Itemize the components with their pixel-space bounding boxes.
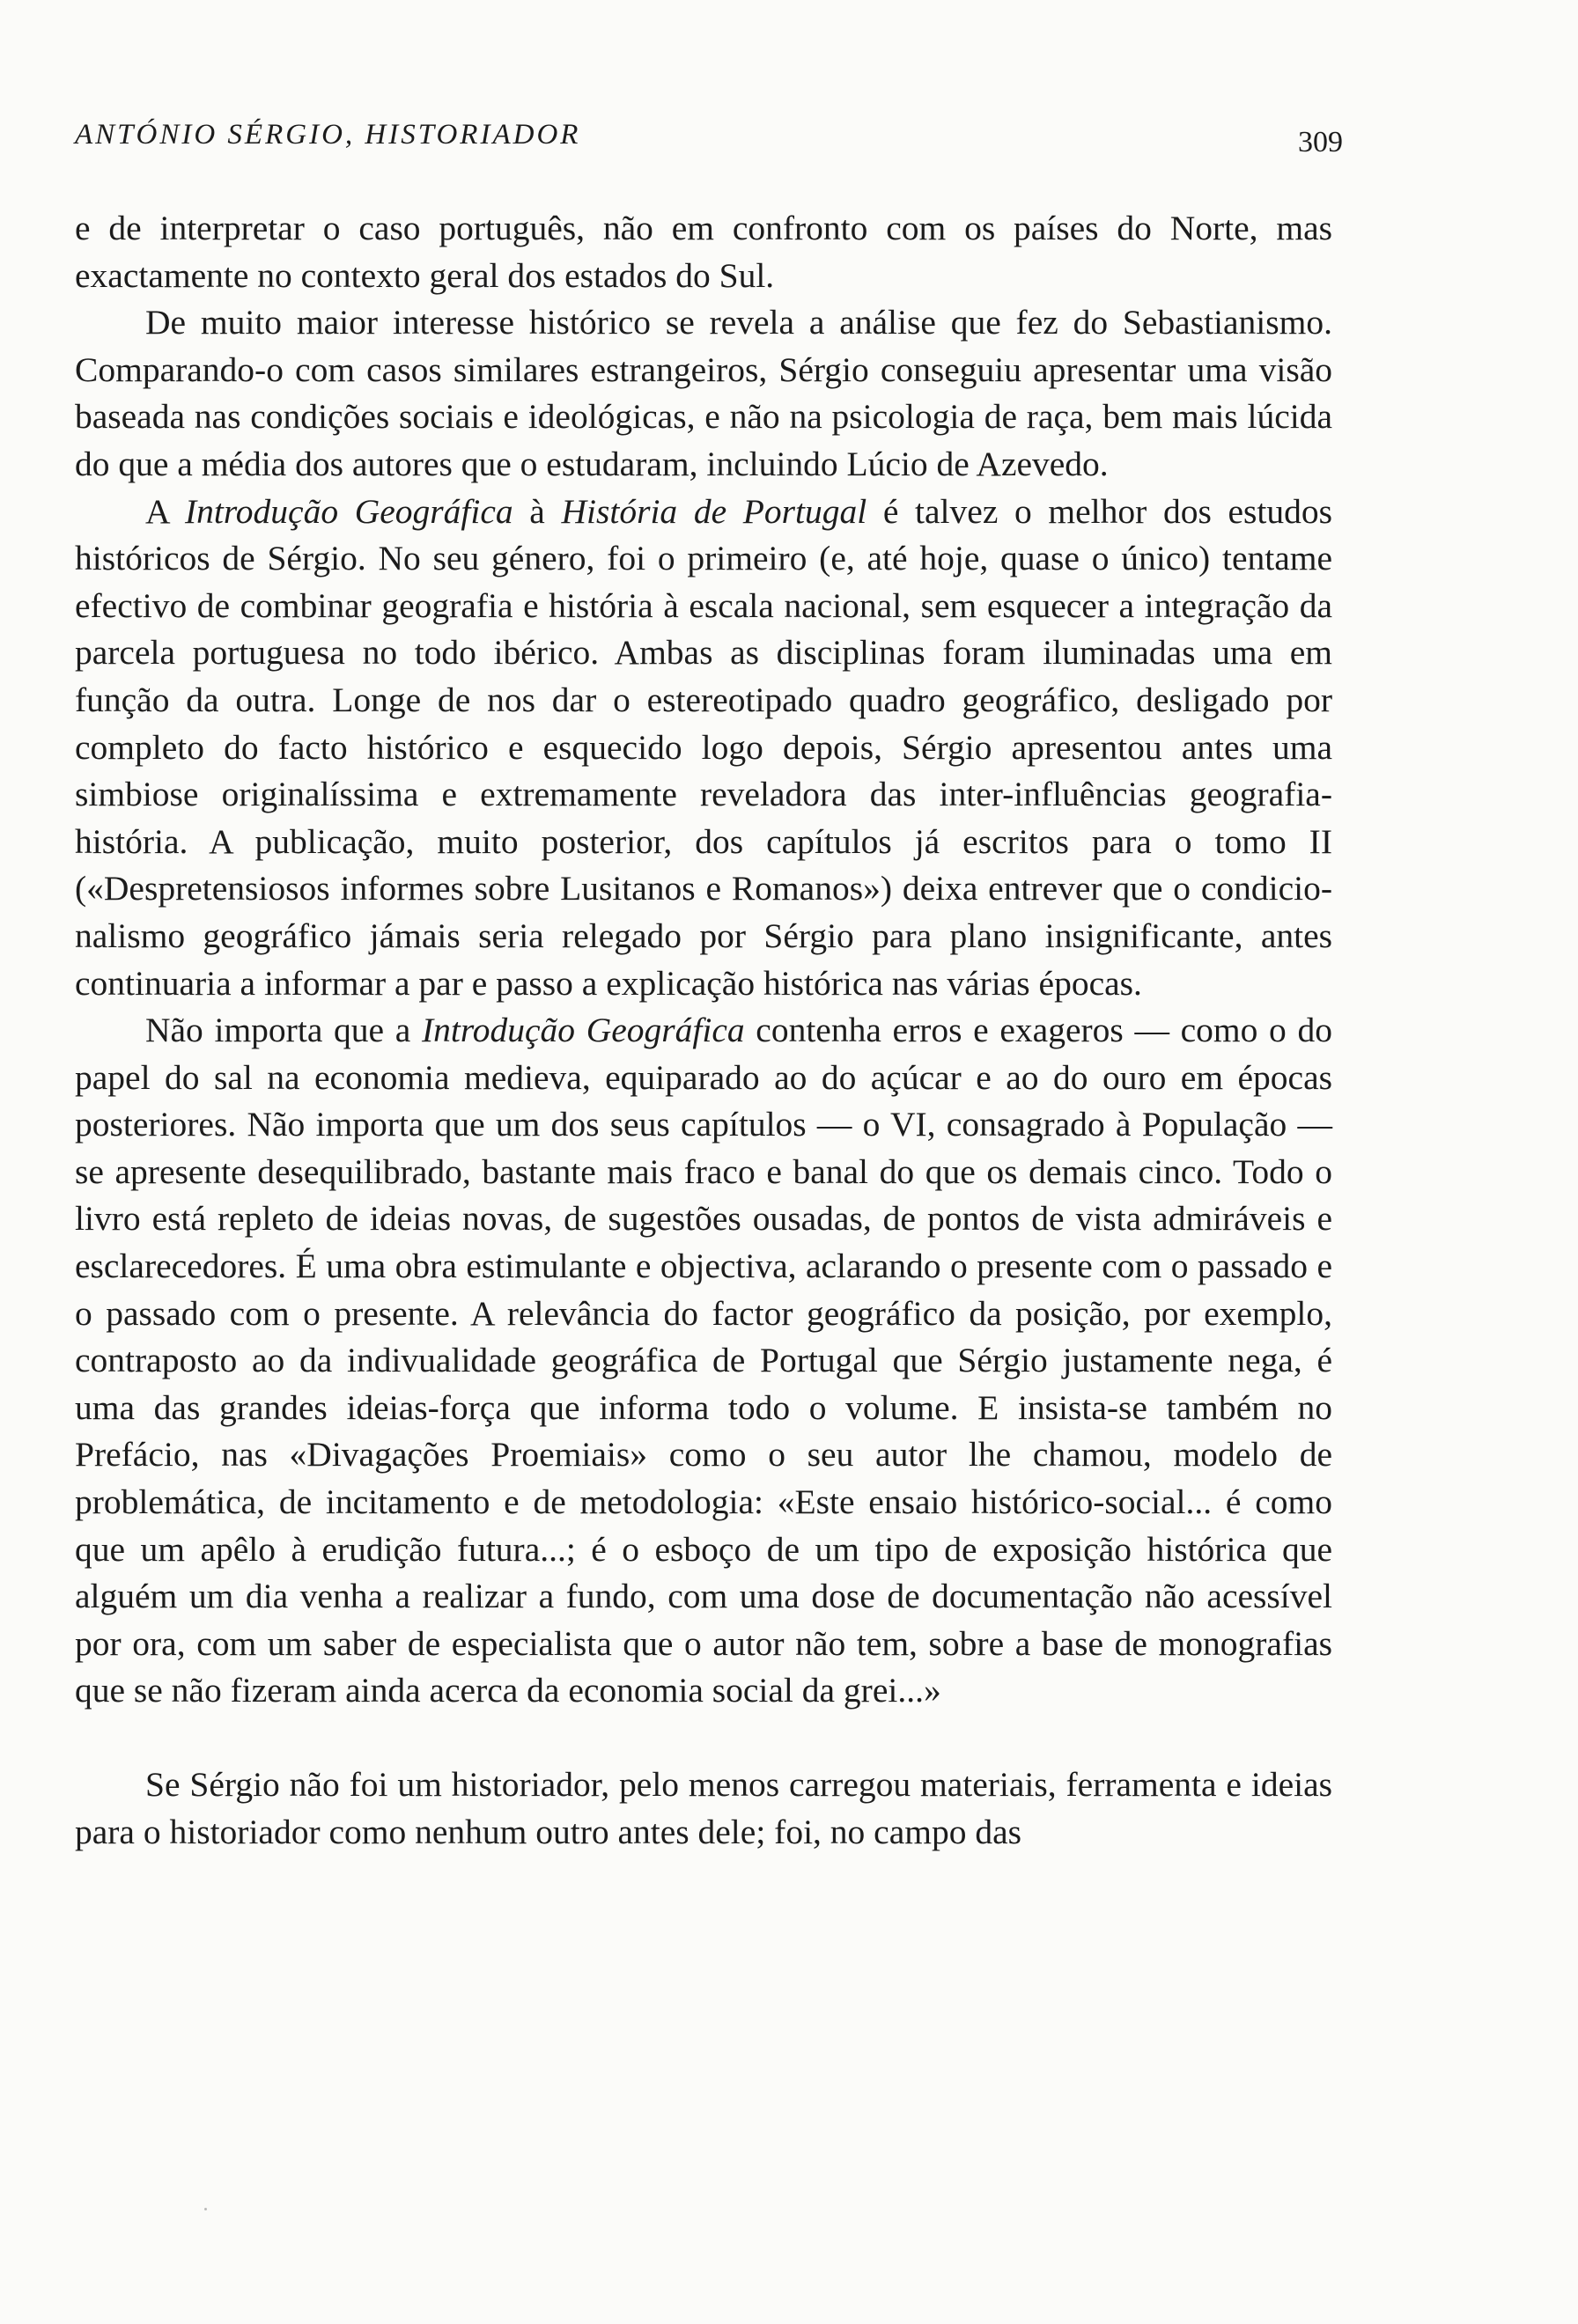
paper-speck xyxy=(204,2208,207,2210)
running-title: ANTÓNIO SÉRGIO, HISTORIADOR xyxy=(75,119,581,151)
paragraph-continuation: e de interpretar o caso português, não em confronto com os países do Norte, mas exactamente no contexto geral dos estados do Sul. xyxy=(75,209,1332,295)
running-head xyxy=(75,119,1343,180)
body-text xyxy=(75,205,1332,1856)
text-run: contenha erros e exageros — como o do papel do sal na economia medieva, equiparado ao do açúcar e ao do ouro em épocas posteriores. Não importa que um dos seus capítulos — o VI, consagrado à População — se apresente desequilibrado, bastante mais fraco e banal do que os demais cinco. Todo o livro está repleto de ideias novas, de sugestões ousadas, de pontos de vista admiráveis e esclarecedores. É uma obra estimulante e objectiva, aclarando o presente com o passado e o passado com o presente. A relevância do factor geográfico da posição, por exemplo, contraposto ao da indivualidade geográfica de Portugal que Sérgio justamente nega, é uma das grandes ideias-força que informa todo o volume. E insista-se também no Prefácio, nas «Divagações Proemiais» como o seu autor lhe chamou, modelo de problemática, de incitamento e de metodologia: «Este ensaio histórico-social... é como que um apêlo à erudição futura...; é o esboço de um tipo de exposição histórica que alguém um dia venha a realizar a fundo, com uma dose de documentação não acessível por ora, com um saber de especialista que o autor não tem, sobre a base de monografias que se não fizeram ainda acerca da economia social da grei...» xyxy=(75,1011,1332,1710)
book-title-introducao: Introdução Geográfica xyxy=(421,1011,745,1050)
text-run: à xyxy=(512,491,562,531)
paragraph-introducao-geografica xyxy=(75,489,1332,1008)
book-title-historia: História de Portugal xyxy=(561,491,867,531)
paragraph-conclusion: Se Sérgio não foi um historiador, pelo menos carregou materiais, ferramenta e ideias para o historiador como nenhum outro antes dele; foi, no campo das xyxy=(75,1765,1332,1851)
paragraph-erros-exageros xyxy=(75,1007,1332,1715)
page-number: 309 xyxy=(1298,126,1343,158)
text-run: A xyxy=(145,491,185,531)
text-run: é talvez o melhor dos estudos históricos de Sérgio. No seu género, foi o primeiro (e, até hoje, quase o único) tentame efectivo de combinar geografia e história à escala nacional, sem esquecer a integração da parcela portuguesa no todo ibérico. Ambas as disciplinas foram iluminadas uma em função da outra. Longe de nos dar o estereotipado quadro geográfico, desligado por completo do facto histórico e esquecido logo depois, Sérgio apresentou antes uma simbiose originalíssima e extremamente reveladora das inter-influências geografia-história. A publicação, muito posterior, dos capítulos já escritos para o tomo II («Despretensiosos informes sobre Lusitanos e Romanos») deixa entrever que o condicionalismo geográfico jámais seria relegado por Sérgio para plano insignificante, antes continuaria a informar a par e passo a explicação histórica nas várias épocas. xyxy=(75,491,1332,1003)
book-page xyxy=(75,119,1343,1856)
book-title-introducao: Introdução Geográfica xyxy=(185,491,513,531)
paragraph-sebastianismo: De muito maior interesse histórico se revela a análise que fez do Sebastianismo. Comparando-o com casos similares estrangeiros, Sérgio conseguiu apresentar uma visão baseada nas condições sociais e ideológicas, e não na psicologia de raça, bem mais lúcida do que a média dos autores que o estudaram, incluindo Lúcio de Azevedo. xyxy=(75,303,1332,483)
text-run: Não importa que a xyxy=(145,1011,422,1050)
